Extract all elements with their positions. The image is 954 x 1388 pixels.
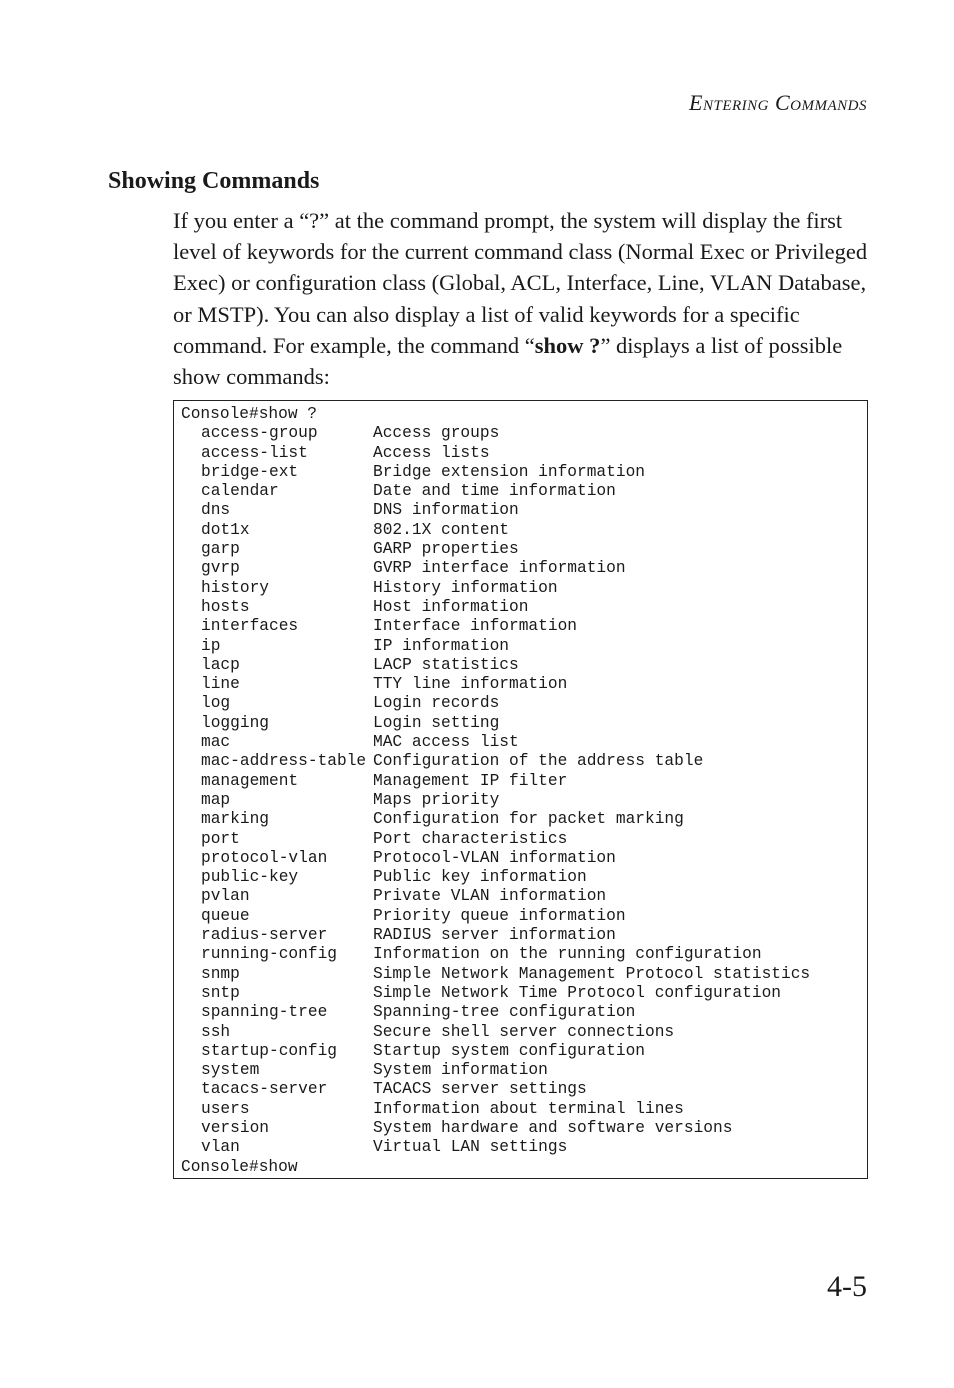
command-keyword: users [201,1099,250,1118]
command-row [181,849,867,868]
command-description: Port characteristics [373,829,568,848]
command-row [181,1061,867,1080]
command-row [181,559,867,578]
command-row [181,1042,867,1061]
command-description: System hardware and software versions [373,1118,733,1137]
command-keyword: line [201,675,240,694]
command-description: Maps priority [373,790,500,809]
command-keyword: gvrp [201,559,240,578]
page-number: 4-5 [827,1270,867,1303]
command-keyword: hosts [201,597,250,616]
command-keyword: garp [201,540,240,559]
command-keyword: dns [201,501,231,520]
command-keyword: lacp [201,655,240,674]
command-description: Access groups [373,424,500,443]
command-description: Date and time information [373,482,616,501]
command-keyword: mac [201,733,231,752]
command-description: TTY line information [373,675,568,694]
body-text-tail: ” displays a list of possible show commands: [173,332,843,390]
command-row [181,1119,867,1138]
command-row [181,1003,867,1022]
command-keyword: mac-address-table [201,752,367,771]
command-row [181,540,867,559]
command-keyword: startup-config [201,1041,337,1060]
command-description: GVRP interface information [373,559,626,578]
command-keyword: history [201,578,269,597]
command-keyword: map [201,790,231,809]
command-row [181,656,867,675]
command-row [181,1100,867,1119]
command-description: Spanning-tree configuration [373,1003,636,1022]
command-keyword: snmp [201,964,240,983]
command-description: LACP statistics [373,655,519,674]
command-keyword: vlan [201,1138,240,1157]
command-row [181,675,867,694]
command-row [181,521,867,540]
command-description: GARP properties [373,540,519,559]
console-final-prompt: Console#show [181,1157,298,1176]
command-description: System information [373,1061,548,1080]
command-row [181,463,867,482]
command-keyword: bridge-ext [201,462,299,481]
command-row [181,772,867,791]
command-keyword: access-group [201,424,318,443]
command-description: Simple Network Management Protocol statistics [373,964,811,983]
command-description: Information on the running configuration [373,945,762,964]
body-paragraph [173,205,873,392]
command-keyword: port [201,829,240,848]
command-keyword: spanning-tree [201,1003,328,1022]
command-description: Access lists [373,443,490,462]
command-description: Management IP filter [373,771,568,790]
console-output-box [173,400,868,1179]
command-description: Protocol-VLAN information [373,848,616,867]
command-row [181,810,867,829]
command-row [181,830,867,849]
command-description: Startup system configuration [373,1041,645,1060]
command-row [181,926,867,945]
section-title: Showing Commands [108,168,320,194]
command-keyword: dot1x [201,520,250,539]
command-description: TACACS server settings [373,1080,587,1099]
command-keyword: logging [201,713,269,732]
command-row [181,637,867,656]
command-description: RADIUS server information [373,926,616,945]
command-description: DNS information [373,501,519,520]
command-keyword: access-list [201,443,308,462]
command-list [181,424,867,1157]
command-keyword: public-key [201,868,299,887]
command-description: IP information [373,636,509,655]
running-header: Entering Commands [689,90,867,115]
command-description: Secure shell server connections [373,1022,675,1041]
command-keyword: pvlan [201,887,250,906]
command-keyword: management [201,771,299,790]
command-row [181,965,867,984]
command-row [181,482,867,501]
command-row [181,444,867,463]
command-description: Priority queue information [373,906,626,925]
console-prompt-line: Console#show ? [181,405,317,423]
inline-command: show ? [534,332,601,358]
command-description: Simple Network Time Protocol configuration [373,983,781,1002]
command-keyword: sntp [201,983,240,1002]
command-description: Bridge extension information [373,462,645,481]
body-text-lead: If you enter a “?” at the command prompt, the system will display the first level of keywords for the current command class (Normal Exec or Privileged Exec) or configuration class (Global, ACL, Interface, Line, VLAN Database, or MSTP). You can also display a list of valid keywords for a specific command. For example, the command “ [173,208,868,358]
command-row [181,1080,867,1099]
command-row [181,907,867,926]
command-description: Interface information [373,617,577,636]
command-description: MAC access list [373,733,519,752]
command-row [181,501,867,520]
command-description: Configuration of the address table [373,752,704,771]
command-keyword: calendar [201,482,279,501]
command-row [181,424,867,443]
command-row [181,617,867,636]
command-row [181,733,867,752]
command-row [181,752,867,771]
command-keyword: protocol-vlan [201,848,328,867]
command-keyword: marking [201,810,269,829]
command-row [181,945,867,964]
command-keyword: log [201,694,231,713]
command-keyword: running-config [201,945,337,964]
command-row [181,579,867,598]
command-description: Virtual LAN settings [373,1138,568,1157]
command-row [181,1138,867,1157]
command-description: Login records [373,694,500,713]
command-description: Private VLAN information [373,887,607,906]
command-row [181,984,867,1003]
command-keyword: version [201,1118,269,1137]
command-description: History information [373,578,558,597]
command-description: Configuration for packet marking [373,810,684,829]
command-keyword: queue [201,906,250,925]
command-keyword: tacacs-server [201,1080,328,1099]
command-description: Login setting [373,713,500,732]
command-row [181,791,867,810]
command-row [181,598,867,617]
command-row [181,868,867,887]
command-row [181,714,867,733]
command-keyword: ssh [201,1022,231,1041]
command-row [181,694,867,713]
command-description: 802.1X content [373,520,509,539]
command-keyword: system [201,1061,260,1080]
command-keyword: ip [201,636,221,655]
command-row [181,887,867,906]
command-description: Information about terminal lines [373,1099,684,1118]
command-row [181,1023,867,1042]
command-keyword: interfaces [201,617,299,636]
command-description: Public key information [373,868,587,887]
command-keyword: radius-server [201,926,328,945]
command-description: Host information [373,597,529,616]
